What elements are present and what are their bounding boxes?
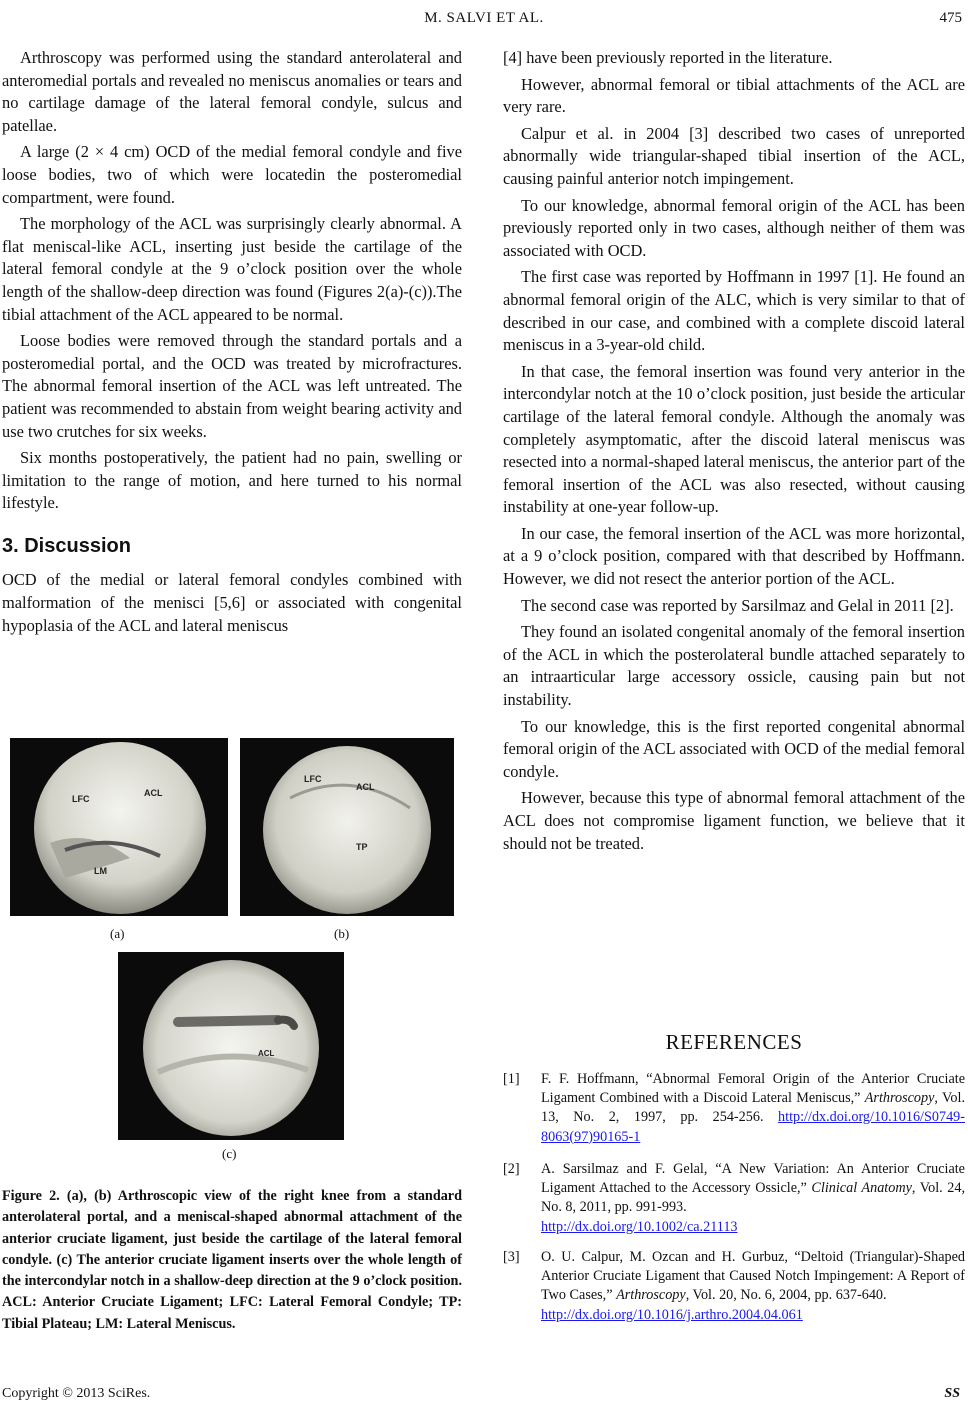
paragraph: However, abnormal femoral or tibial attachments of the ACL are very rare. [503,74,965,117]
paragraph: A large (2 × 4 cm) OCD of the medial femoral condyle and five loose bodies, two of which were locatedin the posteromedial compartment, were found. [2,142,462,207]
paragraph: Calpur et al. in 2004 [3] described two cases of unreported abnormally wide triangular-shaped tibial insertion of the ACL, causing painful anterior notch impingement. [503,123,965,188]
paragraph: To our knowledge, this is the first reported congenital abnormal femoral origin of the ACL associated with OCD of the medial femoral condyle. [503,716,965,781]
paragraph: The second case was reported by Sarsilmaz and Gelal in 2011 [2]. [521,595,954,615]
reference-journal: Arthroscopy [616,1287,686,1304]
reference-details: , Vol. 20, No. 6, 2004, pp. 637-640. [685,1287,887,1304]
reference-item [503,1160,965,1237]
paragraph: However, because this type of abnormal femoral attachment of the ACL does not compromise ligament function, we believe that it should not be treated. [503,788,965,853]
arthroscopic-image-a [10,738,228,916]
label-acl: ACL [258,1049,275,1058]
paragraph: In that case, the femoral insertion was found very anterior in the intercondylar notch at the 10 o’clock position, just beside the articular cartilage of the lateral femoral condyle. Although the anomaly was completely asymptomatic, after the discoid lateral meniscus was resected into a normal-shaped lateral meniscus, the anterior part of the femoral insertion of the ACL was also resected, without causing instability at one-year follow-up. [503,361,965,517]
subfigure-label-a: (a) [110,926,125,941]
reference-text: O. U. Calpur, M. Ozcan and H. Gurbuz, “Deltoid (Triangular)-Shaped Anterior Cruciate Ligament that Caused Notch Impingement: A Report of Two Cases,” [541,1249,965,1304]
label-lfc: LFC [304,774,322,784]
reference-text: F. F. Hoffmann, “Abnormal Femoral Origin of the Anterior Cruciate Ligament Combined with a Discoid Lateral Meniscus,” [541,1071,965,1107]
figure-caption: Figure 2. (a), (b) Arthroscopic view of the right knee from a standard anterolateral portal, and a meniscal-shaped abnormal attachment of the anterior cruciate ligament, just beside the cartilage of the lateral femoral condyle. (c) The anterior cruciate ligament inserts over the whole length of the intercondylar notch in a shallow-deep direction at the 9 o’clock position. ACL: Anterior Cruciate Ligament; LFC: Lateral Femoral Condyle; TP: Tibial Plateau; LM: Lateral Meniscus. [2,1188,462,1332]
paragraph: They found an isolated congenital anomaly of the femoral insertion of the ACL in which the posterolateral bundle attached separately to an intraarticular large accessory ossicle, causing pain but not instability. [503,622,965,710]
subfigure-label-c: (c) [222,1146,237,1161]
arthroscopic-image-c [118,952,344,1140]
label-acl: ACL [356,782,375,792]
paragraph: [4] have been previously reported in the literature. [503,48,833,67]
journal-abbreviation: SS [944,1386,960,1401]
paragraph: Six months postoperatively, the patient had no pain, swelling or limitation to the range of motion, and here turned to his normal lifestyle. [2,448,462,513]
paragraph: In our case, the femoral insertion of the ACL was more horizontal, at a 9 o’clock position, compared with that described by Hoffmann. However, we did not resect the anterior portion of the ACL. [503,523,965,589]
paragraph: Loose bodies were removed through the standard portals and a posteromedial portal, and the OCD was treated by microfractures. The abnormal femoral insertion of the ACL was left untreated. The patient was recommended to abstain from weight bearing activity and use two crutches for six weeks. [2,331,462,441]
paragraph: The morphology of the ACL was surprisingly clearly abnormal. A flat meniscal-like ACL, inserting just beside the cartilage of the lateral femoral condyle at the 9 o’clock position over the whole length of the shallow-deep direction was found (Figures 2(a)-(c)).The tibial attachment of the ACL appeared to be normal. [2,214,462,324]
right-column [503,47,965,859]
reference-item [503,1248,965,1325]
reference-doi-link[interactable]: http://dx.doi.org/10.1002/ca.21113 [541,1218,738,1235]
label-lm: LM [94,866,107,876]
figure-2 [0,736,468,1414]
running-head: M. SALVI ET AL. [424,10,544,26]
reference-details: , Vol. 24, No. 8, 2011, pp. 991-993. [541,1180,966,1216]
reference-number: [2] [503,1161,520,1177]
paragraph: OCD of the medial or lateral femoral condyles combined with malformation of the menisci [5,6] or associated with congenital hypoplasia of the ACL and lateral meniscus [2,570,462,635]
left-column [2,47,462,641]
reference-doi-link[interactable]: http://dx.doi.org/10.1016/j.arthro.2004.04.061 [541,1306,803,1323]
reference-journal: Arthroscopy [864,1090,935,1107]
page-number: 475 [939,10,962,26]
section-title: 3. Discussion [2,534,131,557]
label-acl: ACL [144,788,163,798]
label-tp: TP [356,842,368,852]
reference-number: [3] [503,1249,520,1265]
paragraph: The first case was reported by Hoffmann in 1997 [1]. He found an abnormal femoral origin of the ALC, which is very similar to that of described in our case, and combined with a complete discoid lateral meniscus in a 3-year-old child. [503,267,965,355]
reference-journal: Clinical Anatomy [811,1180,912,1197]
reference-details: , Vol. 13, No. 2, 1997, pp. 254-256. [541,1090,965,1126]
arthroscopic-image-b [240,738,454,916]
references-title: REFERENCES [665,1030,803,1054]
reference-doi-link[interactable]: http://dx.doi.org/10.1016/S0749-8063(97)90165-1 [541,1109,965,1145]
subfigure-label-b: (b) [334,926,350,941]
reference-number: [1] [503,1071,520,1087]
paragraph: To our knowledge, abnormal femoral origin of the ACL has been previously reported only in two cases, although neither of them was associated with OCD. [503,195,965,260]
reference-item [503,1070,965,1147]
label-lfc: LFC [72,794,90,804]
paragraph: Arthroscopy was performed using the standard anterolateral and anteromedial portals and revealed no meniscus anomalies or tears and no cartilage damage of the lateral femoral condyle, sulcus and patellae. [2,48,462,135]
reference-text: A. Sarsilmaz and F. Gelal, “A New Variation: An Anterior Cruciate Ligament Attached to the Accessory Ossicle,” [541,1161,965,1197]
copyright-notice: Copyright © 2013 SciRes. [2,1386,151,1401]
